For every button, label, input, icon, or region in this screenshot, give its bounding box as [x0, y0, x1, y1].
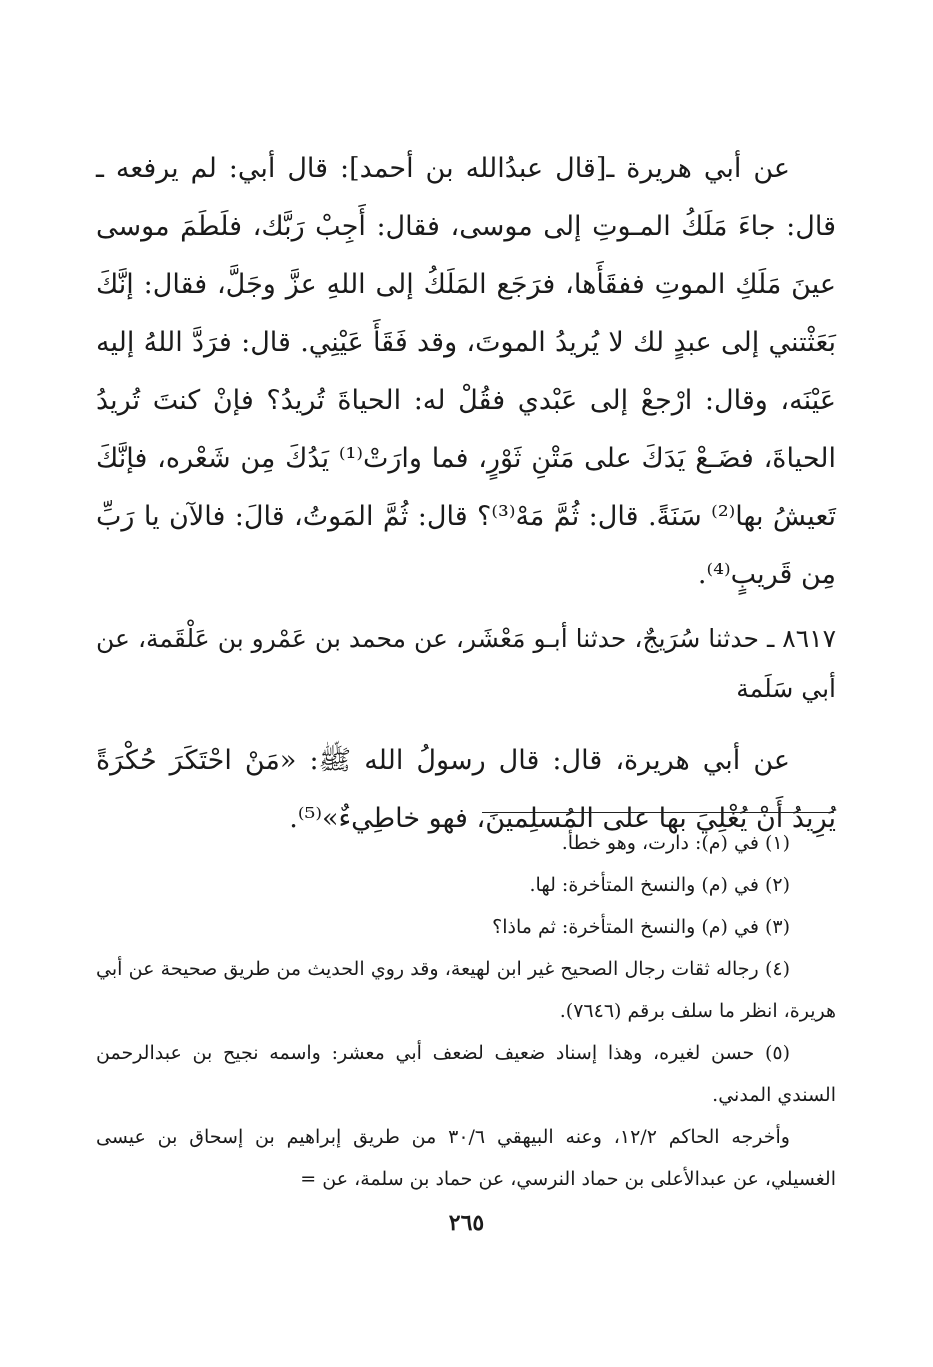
hadith-8616-text: عن أبي هريرة ـ[قال عبدُالله بن أحمد]: قال أبي: لم يرفعه ـ قال: جاءَ مَلَكُ المـوتِ إلى موسى، فقال: أَجِبْ رَبَّك، فلَطَمَ موسى عينَ مَلَكِ الموتِ ففقَأَها، فرَجَع المَلَكُ إلى اللهِ عزَّ وجَلَّ، فقال: إنَّكَ بَعَثْتني إلى عبدٍ لك لا يُريدُ الموتَ، وقد فَقَأَ عَيْنِي. قال: فرَدَّ اللهُ إليه عَيْنَه، وقال: ارْجعْ إلى عَبْدي فقُلْ له: الحياةَ تُريدُ؟ فإنْ كنتَ تُريدُ الحياةَ، فضَـعْ يَدَكَ على مَتْنِ ثَوْرٍ، فما وارَتْ⁽¹⁾ يَدُكَ مِن شَعْره، فإنَّكَ تَعيشُ بها⁽²⁾ سَنَةً. قال: ثُمَّ مَهْ⁽³⁾؟ قال: ثُمَّ المَوتُ، قالَ: فالآن يا رَبِّ مِن قَريبٍ⁽⁴⁾.	[96, 153, 836, 590]
page-number: ٢٦٥	[448, 1210, 485, 1236]
footnote-1: (١) في (م): دارت، وهو خطأ.	[561, 832, 790, 854]
footnotes	[96, 822, 836, 1200]
footnote-5: (٥) حسن لغيره، وهذا إسناد ضعيف لضعف أبي معشر: واسمه نجيح بن عبدالرحمن السندي المدني.	[96, 1042, 836, 1106]
footnote-5-continuation: وأخرجه الحاكم ١٢/٢، وعنه البيهقي ٣٠/٦ من طريق إبراهيم بن إسحاق بن عيسى الغسيلي، عن عبدالأعلى بن حماد النرسي، عن حماد بن سلمة، عن =	[96, 1126, 836, 1190]
footnote-3: (٣) في (م) والنسخ المتأخرة: ثم ماذا؟	[492, 916, 790, 938]
footnote-divider	[482, 812, 834, 813]
hadith-8617-text: عن أبي هريرة، قال: قال رسولُ الله ﷺ: «مَنْ احْتَكَرَ حُكْرَةً يُرِيدُ أَنْ يُغْلِيَ بها على المُسلِمينَ، فهو خاطِيءٌ»⁽⁵⁾.	[96, 745, 836, 834]
footnote-2: (٢) في (م) والنسخ المتأخرة: لها.	[529, 874, 790, 896]
hadith-8617-chain: ٨٦١٧ ـ حدثنا سُرَيجٌ، حدثنا أبـو مَعْشَر، عن محمد بن عَمْرو بن عَلْقَمة، عن أبي سَلَمة	[96, 624, 836, 703]
footnote-4: (٤) رجاله ثقات رجال الصحيح غير ابن لهيعة، وقد روي الحديث من طريق صحيحة عن أبي هريرة، انظر ما سلف برقم (٧٦٤٦).	[96, 958, 836, 1022]
main-text	[96, 140, 836, 848]
